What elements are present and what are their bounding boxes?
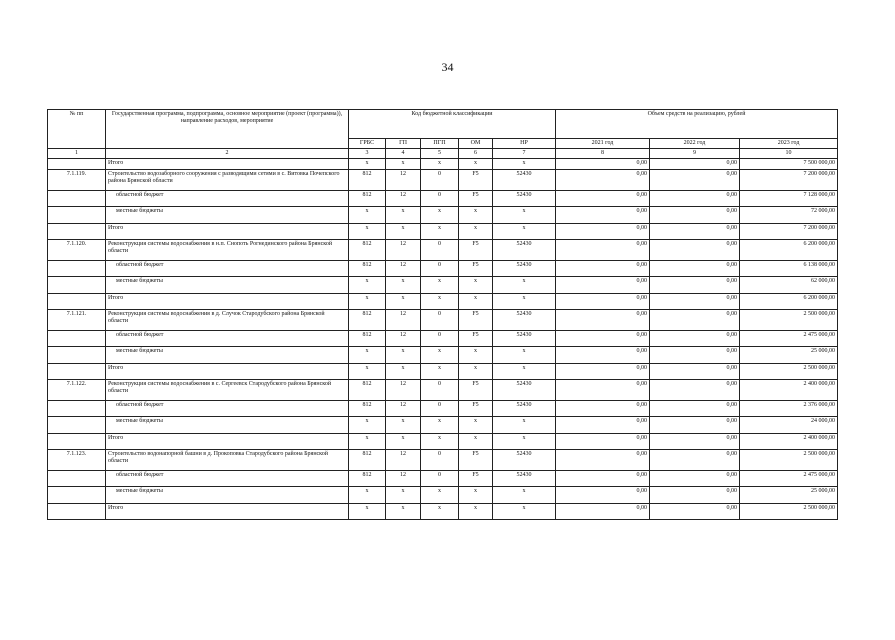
row-number bbox=[48, 261, 106, 277]
code-grbs: 812 bbox=[349, 261, 386, 277]
amount-2023: 6 200 000,00 bbox=[740, 240, 838, 261]
header-year-2021: 2021 год bbox=[556, 139, 650, 149]
table-row bbox=[48, 401, 838, 417]
code-pgp: 0 bbox=[421, 310, 459, 331]
row-number bbox=[48, 331, 106, 347]
header-gp: ГП bbox=[386, 139, 421, 149]
code-gp: x bbox=[386, 417, 421, 434]
code-pgp: 0 bbox=[421, 401, 459, 417]
amount-2021: 0,00 bbox=[556, 170, 650, 191]
code-om: F5 bbox=[459, 240, 493, 261]
amount-2021: 0,00 bbox=[556, 504, 650, 520]
code-om: F5 bbox=[459, 450, 493, 471]
code-nr: x bbox=[493, 159, 556, 170]
code-pgp: 0 bbox=[421, 261, 459, 277]
header-grbs: ГРБС bbox=[349, 139, 386, 149]
amount-2021: 0,00 bbox=[556, 364, 650, 380]
code-om: F5 bbox=[459, 380, 493, 401]
amount-2022: 0,00 bbox=[650, 401, 740, 417]
row-number bbox=[48, 471, 106, 487]
code-om: F5 bbox=[459, 401, 493, 417]
amount-2021: 0,00 bbox=[556, 487, 650, 504]
amount-2023: 2 400 000,00 bbox=[740, 434, 838, 450]
code-grbs: x bbox=[349, 347, 386, 364]
code-gp: x bbox=[386, 224, 421, 240]
code-grbs: x bbox=[349, 434, 386, 450]
col-number: 3 bbox=[349, 149, 386, 159]
amount-2022: 0,00 bbox=[650, 380, 740, 401]
code-grbs: 812 bbox=[349, 240, 386, 261]
code-pgp: 0 bbox=[421, 380, 459, 401]
code-gp: 12 bbox=[386, 240, 421, 261]
code-grbs: x bbox=[349, 224, 386, 240]
row-name: Итого bbox=[106, 504, 349, 520]
code-nr: 52430 bbox=[493, 191, 556, 207]
col-number: 7 bbox=[493, 149, 556, 159]
amount-2022: 0,00 bbox=[650, 487, 740, 504]
code-grbs: x bbox=[349, 504, 386, 520]
row-name: Реконструкция системы водоснабжения в с. Сергеевск Стародубского района Брянской области bbox=[106, 380, 349, 401]
code-gp: 12 bbox=[386, 401, 421, 417]
amount-2021: 0,00 bbox=[556, 159, 650, 170]
amount-2021: 0,00 bbox=[556, 191, 650, 207]
amount-2023: 7 500 000,00 bbox=[740, 159, 838, 170]
table-row bbox=[48, 504, 838, 520]
code-om: x bbox=[459, 347, 493, 364]
code-gp: x bbox=[386, 159, 421, 170]
header-year-2023: 2023 год bbox=[740, 139, 838, 149]
table-row bbox=[48, 450, 838, 471]
row-name: Строительство водонапорной башни в д. Прокоповка Стародубского района Брянской области bbox=[106, 450, 349, 471]
code-om: F5 bbox=[459, 170, 493, 191]
code-pgp: x bbox=[421, 504, 459, 520]
code-gp: 12 bbox=[386, 310, 421, 331]
row-name: областной бюджет bbox=[106, 261, 349, 277]
code-nr: 52430 bbox=[493, 240, 556, 261]
amount-2022: 0,00 bbox=[650, 240, 740, 261]
amount-2021: 0,00 bbox=[556, 207, 650, 224]
amount-2023: 25 000,00 bbox=[740, 487, 838, 504]
amount-2023: 2 500 000,00 bbox=[740, 450, 838, 471]
page-number: 34 bbox=[441, 60, 454, 74]
code-pgp: x bbox=[421, 347, 459, 364]
table-row bbox=[48, 191, 838, 207]
header-code-group: Код бюджетной классификации bbox=[349, 110, 556, 139]
table-row bbox=[48, 487, 838, 504]
column-numbers-row bbox=[48, 149, 838, 159]
row-number: 7.1.121. bbox=[48, 310, 106, 331]
code-gp: 12 bbox=[386, 261, 421, 277]
amount-2021: 0,00 bbox=[556, 240, 650, 261]
row-name: Итого bbox=[106, 224, 349, 240]
code-om: x bbox=[459, 207, 493, 224]
code-om: F5 bbox=[459, 191, 493, 207]
code-pgp: x bbox=[421, 159, 459, 170]
amount-2023: 2 376 000,00 bbox=[740, 401, 838, 417]
amount-2022: 0,00 bbox=[650, 294, 740, 310]
amount-2023: 7 128 000,00 bbox=[740, 191, 838, 207]
amount-2022: 0,00 bbox=[650, 471, 740, 487]
amount-2023: 6 200 000,00 bbox=[740, 294, 838, 310]
code-om: F5 bbox=[459, 261, 493, 277]
amount-2021: 0,00 bbox=[556, 401, 650, 417]
code-gp: 12 bbox=[386, 191, 421, 207]
header-pgp: ПГП bbox=[421, 139, 459, 149]
code-gp: x bbox=[386, 294, 421, 310]
code-gp: x bbox=[386, 347, 421, 364]
row-number bbox=[48, 277, 106, 294]
table-body bbox=[48, 159, 838, 520]
code-pgp: 0 bbox=[421, 450, 459, 471]
code-grbs: 812 bbox=[349, 401, 386, 417]
amount-2022: 0,00 bbox=[650, 417, 740, 434]
row-number bbox=[48, 207, 106, 224]
code-grbs: x bbox=[349, 487, 386, 504]
code-grbs: x bbox=[349, 277, 386, 294]
amount-2022: 0,00 bbox=[650, 207, 740, 224]
amount-2021: 0,00 bbox=[556, 294, 650, 310]
row-number bbox=[48, 224, 106, 240]
code-pgp: 0 bbox=[421, 170, 459, 191]
amount-2021: 0,00 bbox=[556, 277, 650, 294]
row-name: Итого bbox=[106, 364, 349, 380]
code-pgp: x bbox=[421, 294, 459, 310]
row-number bbox=[48, 347, 106, 364]
header-num: № пп bbox=[48, 110, 106, 149]
code-grbs: x bbox=[349, 417, 386, 434]
row-number: 7.1.122. bbox=[48, 380, 106, 401]
code-pgp: x bbox=[421, 207, 459, 224]
row-name: Итого bbox=[106, 434, 349, 450]
code-grbs: x bbox=[349, 159, 386, 170]
header-funds-group: Объем средств на реализацию, рублей bbox=[556, 110, 838, 139]
col-number: 9 bbox=[650, 149, 740, 159]
row-name: областной бюджет bbox=[106, 471, 349, 487]
amount-2023: 2 500 000,00 bbox=[740, 364, 838, 380]
code-om: x bbox=[459, 224, 493, 240]
table-row bbox=[48, 224, 838, 240]
amount-2022: 0,00 bbox=[650, 347, 740, 364]
table-row bbox=[48, 207, 838, 224]
row-name: местные бюджеты bbox=[106, 487, 349, 504]
row-number: 7.1.123. bbox=[48, 450, 106, 471]
row-name: Строительство водозаборного сооружения с разводящими сетями в с. Витовка Почепского района Брянской области bbox=[106, 170, 349, 191]
row-number bbox=[48, 401, 106, 417]
table-row bbox=[48, 347, 838, 364]
header-name: Государственная программа, подпрограмма, основное мероприятие (проект (программа)), направление расходов, мероприятие bbox=[106, 110, 349, 149]
row-number bbox=[48, 364, 106, 380]
row-number bbox=[48, 504, 106, 520]
amount-2022: 0,00 bbox=[650, 261, 740, 277]
code-nr: x bbox=[493, 277, 556, 294]
row-name: местные бюджеты bbox=[106, 207, 349, 224]
code-om: x bbox=[459, 434, 493, 450]
amount-2021: 0,00 bbox=[556, 331, 650, 347]
row-name: Итого bbox=[106, 159, 349, 170]
table-row bbox=[48, 159, 838, 170]
amount-2021: 0,00 bbox=[556, 310, 650, 331]
amount-2023: 2 500 000,00 bbox=[740, 310, 838, 331]
row-name: местные бюджеты bbox=[106, 417, 349, 434]
code-grbs: 812 bbox=[349, 471, 386, 487]
table-row bbox=[48, 240, 838, 261]
amount-2023: 2 400 000,00 bbox=[740, 380, 838, 401]
code-om: x bbox=[459, 504, 493, 520]
code-gp: 12 bbox=[386, 450, 421, 471]
col-number: 2 bbox=[106, 149, 349, 159]
col-number: 6 bbox=[459, 149, 493, 159]
amount-2023: 62 000,00 bbox=[740, 277, 838, 294]
code-grbs: 812 bbox=[349, 170, 386, 191]
amount-2022: 0,00 bbox=[650, 504, 740, 520]
amount-2022: 0,00 bbox=[650, 191, 740, 207]
row-name: областной бюджет bbox=[106, 191, 349, 207]
amount-2023: 72 000,00 bbox=[740, 207, 838, 224]
code-grbs: 812 bbox=[349, 380, 386, 401]
row-name: Итого bbox=[106, 294, 349, 310]
table-row bbox=[48, 417, 838, 434]
amount-2023: 2 500 000,00 bbox=[740, 504, 838, 520]
amount-2023: 25 000,00 bbox=[740, 347, 838, 364]
amount-2022: 0,00 bbox=[650, 224, 740, 240]
amount-2023: 7 200 000,00 bbox=[740, 224, 838, 240]
table-row bbox=[48, 261, 838, 277]
table-row bbox=[48, 380, 838, 401]
amount-2022: 0,00 bbox=[650, 434, 740, 450]
table-row bbox=[48, 471, 838, 487]
row-name: Реконструкция системы водоснабжения в н.п. Снопоть Рогнединского района Брянской области bbox=[106, 240, 349, 261]
amount-2021: 0,00 bbox=[556, 450, 650, 471]
amount-2022: 0,00 bbox=[650, 331, 740, 347]
table-row bbox=[48, 170, 838, 191]
col-number: 10 bbox=[740, 149, 838, 159]
code-pgp: 0 bbox=[421, 471, 459, 487]
amount-2022: 0,00 bbox=[650, 277, 740, 294]
code-gp: x bbox=[386, 487, 421, 504]
row-number: 7.1.120. bbox=[48, 240, 106, 261]
code-gp: x bbox=[386, 504, 421, 520]
table-row bbox=[48, 434, 838, 450]
code-om: x bbox=[459, 294, 493, 310]
code-pgp: x bbox=[421, 277, 459, 294]
code-nr: 52430 bbox=[493, 331, 556, 347]
amount-2023: 24 000,00 bbox=[740, 417, 838, 434]
header-year-2022: 2022 год bbox=[650, 139, 740, 149]
code-grbs: 812 bbox=[349, 191, 386, 207]
code-pgp: x bbox=[421, 487, 459, 504]
code-om: x bbox=[459, 159, 493, 170]
code-nr: x bbox=[493, 434, 556, 450]
amount-2022: 0,00 bbox=[650, 450, 740, 471]
row-name: местные бюджеты bbox=[106, 277, 349, 294]
header-nr: НР bbox=[493, 139, 556, 149]
code-om: x bbox=[459, 277, 493, 294]
code-gp: 12 bbox=[386, 380, 421, 401]
code-pgp: x bbox=[421, 434, 459, 450]
row-name: местные бюджеты bbox=[106, 347, 349, 364]
code-nr: x bbox=[493, 417, 556, 434]
code-nr: 52430 bbox=[493, 471, 556, 487]
table-row bbox=[48, 310, 838, 331]
amount-2022: 0,00 bbox=[650, 159, 740, 170]
amount-2022: 0,00 bbox=[650, 310, 740, 331]
code-pgp: x bbox=[421, 224, 459, 240]
code-nr: x bbox=[493, 207, 556, 224]
col-number: 1 bbox=[48, 149, 106, 159]
code-om: x bbox=[459, 487, 493, 504]
amount-2023: 2 475 000,00 bbox=[740, 331, 838, 347]
col-number: 8 bbox=[556, 149, 650, 159]
code-grbs: 812 bbox=[349, 331, 386, 347]
code-nr: 52430 bbox=[493, 170, 556, 191]
header-om: ОМ bbox=[459, 139, 493, 149]
amount-2022: 0,00 bbox=[650, 170, 740, 191]
col-number: 5 bbox=[421, 149, 459, 159]
code-gp: 12 bbox=[386, 471, 421, 487]
code-nr: 52430 bbox=[493, 310, 556, 331]
row-number bbox=[48, 434, 106, 450]
table-row bbox=[48, 277, 838, 294]
code-grbs: x bbox=[349, 294, 386, 310]
code-pgp: x bbox=[421, 417, 459, 434]
code-nr: 52430 bbox=[493, 380, 556, 401]
row-number: 7.1.119. bbox=[48, 170, 106, 191]
amount-2021: 0,00 bbox=[556, 347, 650, 364]
code-pgp: x bbox=[421, 364, 459, 380]
code-om: F5 bbox=[459, 310, 493, 331]
amount-2022: 0,00 bbox=[650, 364, 740, 380]
amount-2023: 7 200 000,00 bbox=[740, 170, 838, 191]
code-gp: x bbox=[386, 434, 421, 450]
table-row bbox=[48, 294, 838, 310]
amount-2021: 0,00 bbox=[556, 417, 650, 434]
code-nr: x bbox=[493, 224, 556, 240]
amount-2021: 0,00 bbox=[556, 471, 650, 487]
row-number bbox=[48, 159, 106, 170]
row-number bbox=[48, 191, 106, 207]
amount-2023: 6 138 000,00 bbox=[740, 261, 838, 277]
row-number bbox=[48, 294, 106, 310]
code-nr: 52430 bbox=[493, 401, 556, 417]
amount-2023: 2 475 000,00 bbox=[740, 471, 838, 487]
code-nr: x bbox=[493, 504, 556, 520]
code-grbs: x bbox=[349, 364, 386, 380]
col-number: 4 bbox=[386, 149, 421, 159]
table-row bbox=[48, 331, 838, 347]
code-gp: x bbox=[386, 277, 421, 294]
code-om: x bbox=[459, 364, 493, 380]
code-grbs: x bbox=[349, 207, 386, 224]
row-number bbox=[48, 417, 106, 434]
code-nr: 52430 bbox=[493, 261, 556, 277]
code-nr: 52430 bbox=[493, 450, 556, 471]
code-om: x bbox=[459, 417, 493, 434]
code-pgp: 0 bbox=[421, 240, 459, 261]
row-number bbox=[48, 487, 106, 504]
code-om: F5 bbox=[459, 471, 493, 487]
code-nr: x bbox=[493, 294, 556, 310]
row-name: Реконструкция системы водоснабжения в д. Случок Стародубского района Брянской области bbox=[106, 310, 349, 331]
code-nr: x bbox=[493, 364, 556, 380]
amount-2021: 0,00 bbox=[556, 434, 650, 450]
code-gp: 12 bbox=[386, 170, 421, 191]
code-grbs: 812 bbox=[349, 310, 386, 331]
code-gp: x bbox=[386, 364, 421, 380]
table-row bbox=[48, 364, 838, 380]
code-gp: x bbox=[386, 207, 421, 224]
amount-2021: 0,00 bbox=[556, 380, 650, 401]
code-nr: x bbox=[493, 487, 556, 504]
code-nr: x bbox=[493, 347, 556, 364]
code-pgp: 0 bbox=[421, 191, 459, 207]
code-om: F5 bbox=[459, 331, 493, 347]
code-pgp: 0 bbox=[421, 331, 459, 347]
amount-2021: 0,00 bbox=[556, 224, 650, 240]
code-grbs: 812 bbox=[349, 450, 386, 471]
amount-2021: 0,00 bbox=[556, 261, 650, 277]
code-gp: 12 bbox=[386, 331, 421, 347]
row-name: областной бюджет bbox=[106, 331, 349, 347]
budget-table bbox=[47, 109, 838, 520]
row-name: областной бюджет bbox=[106, 401, 349, 417]
